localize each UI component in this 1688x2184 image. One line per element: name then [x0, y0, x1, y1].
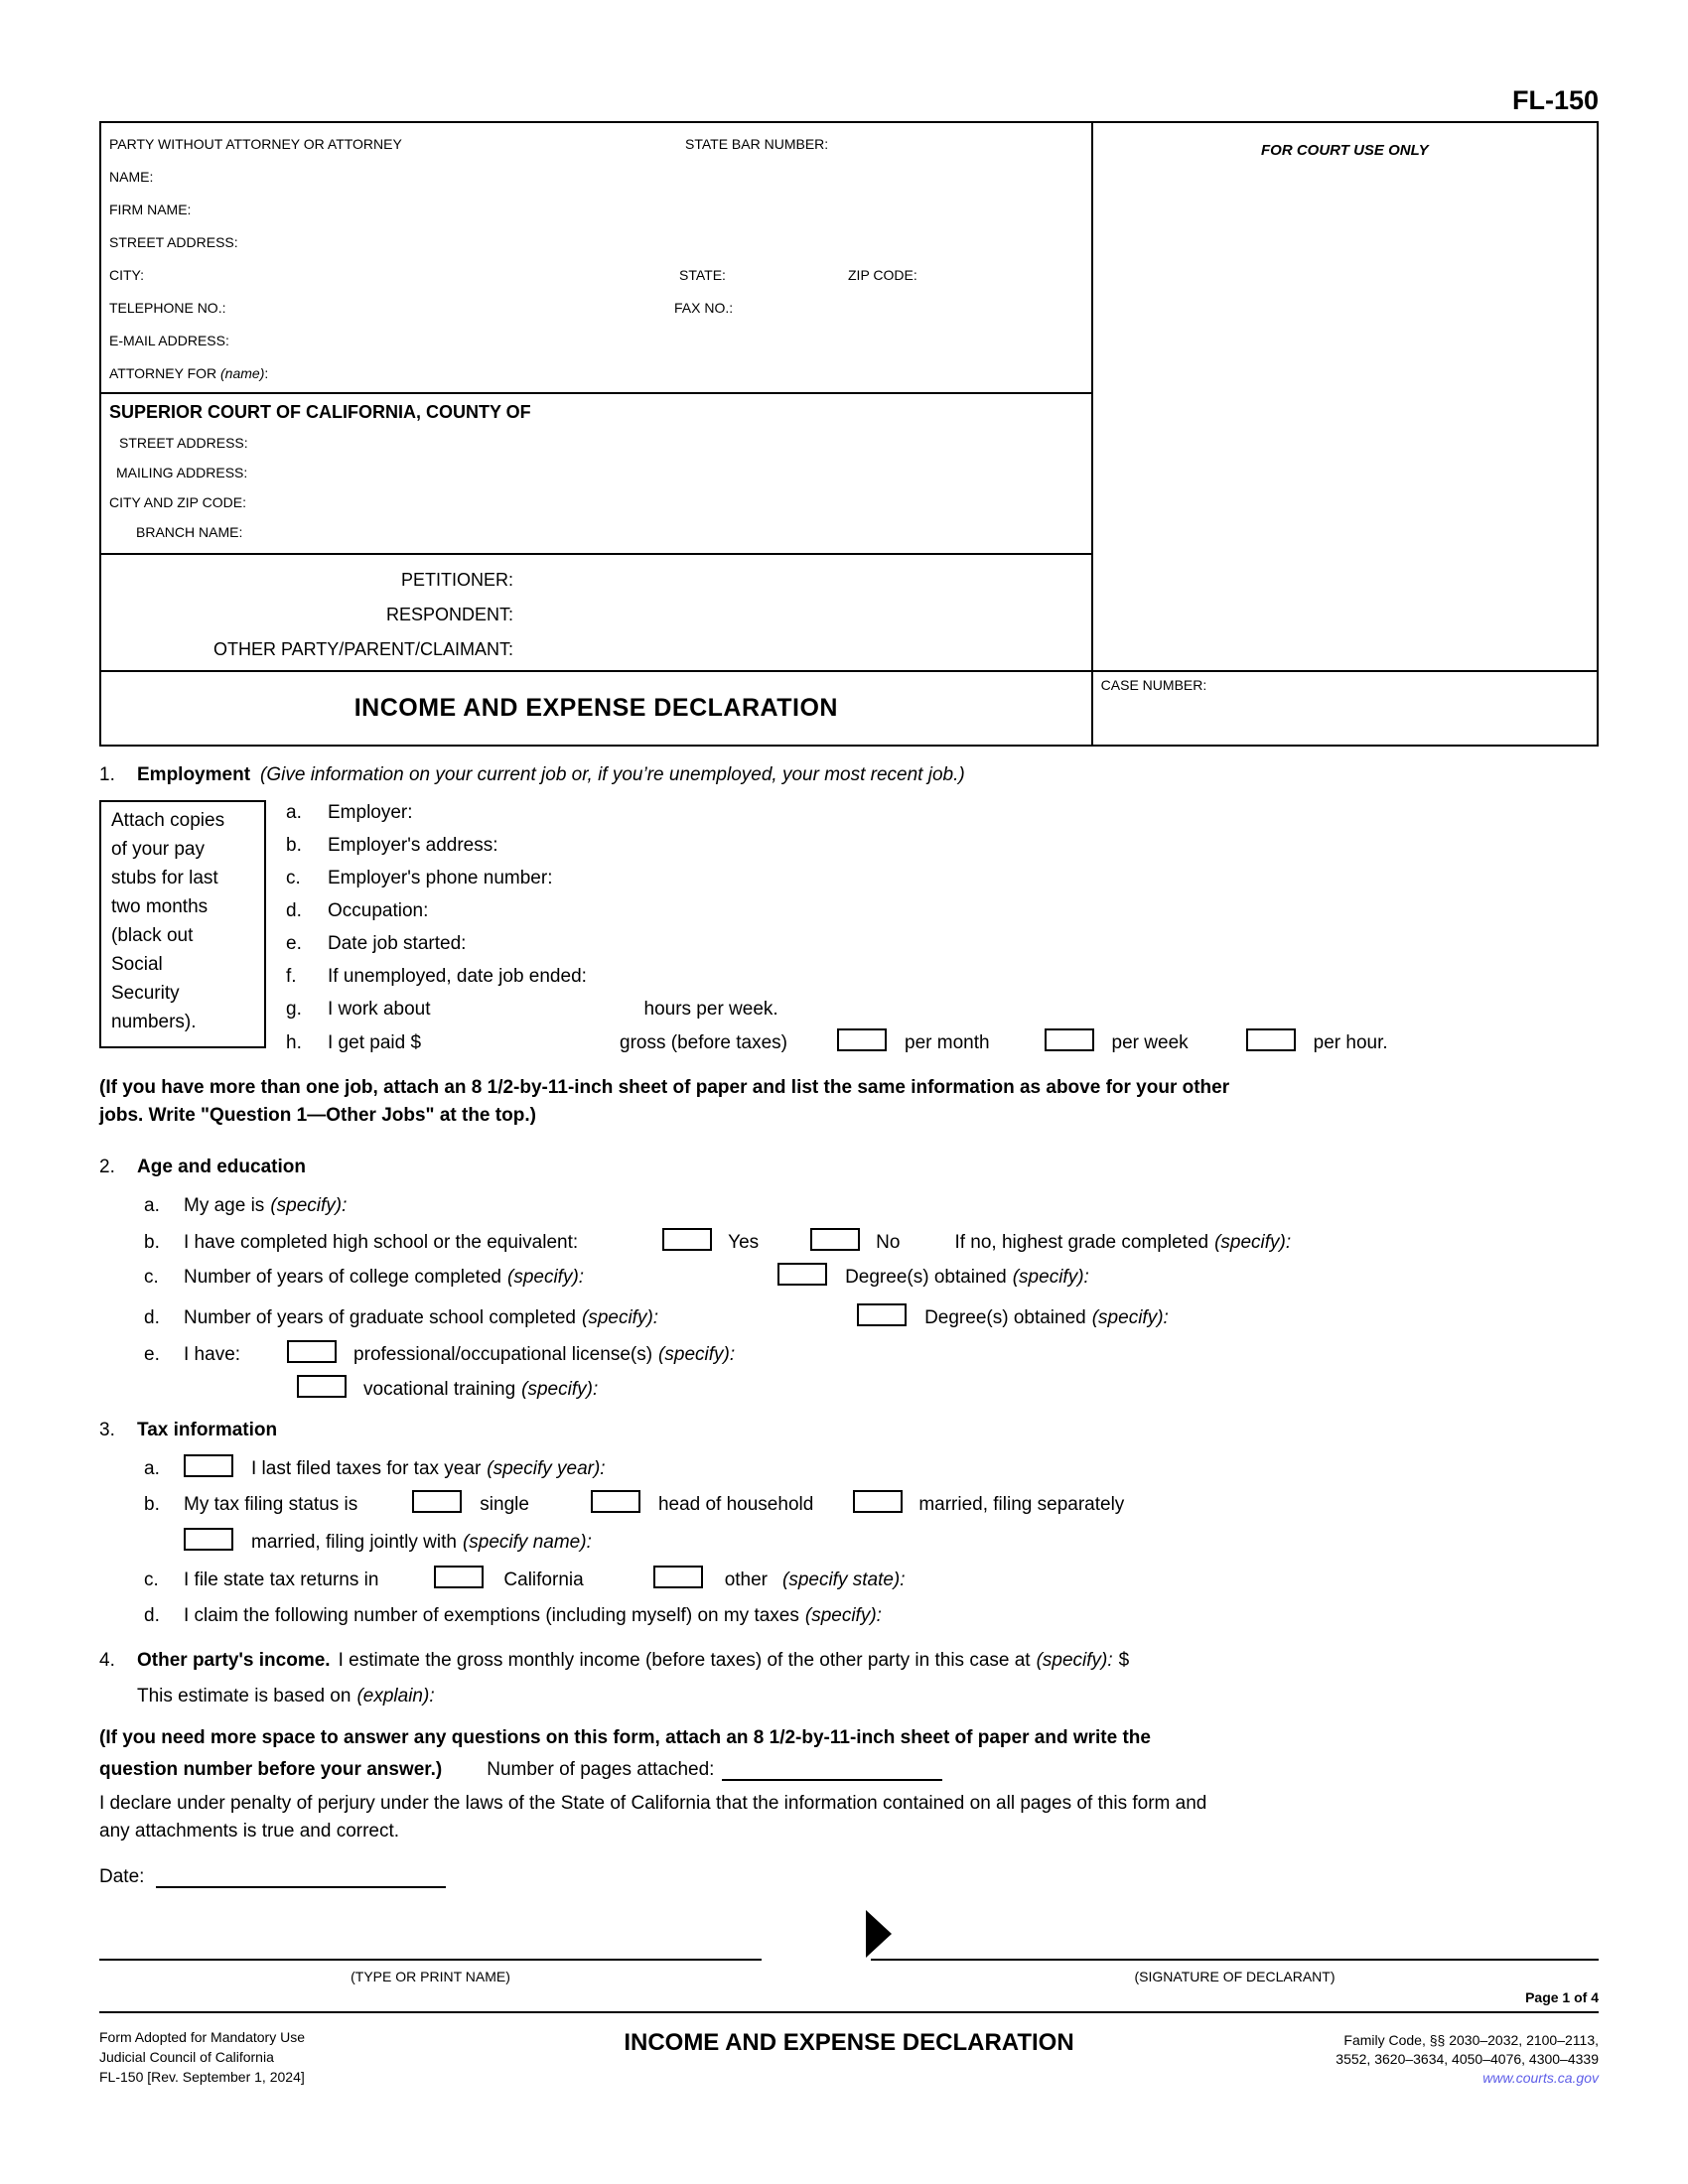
- item-2c: c. Number of years of college completed (specify): Degree(s) obtained (specify):: [144, 1263, 1089, 1291]
- state-label: STATE:: [679, 267, 726, 283]
- more-jobs-note-line1: (If you have more than one job, attach an 8 1/2-by-11-inch sheet of paper and list the same information as above for your other: [99, 1077, 1230, 1098]
- checkbox-college-degree[interactable]: [777, 1263, 827, 1286]
- checkbox-vocational-training[interactable]: [297, 1375, 347, 1398]
- item-3b: b. My tax filing status is single head of household married, filing separately: [144, 1490, 1124, 1518]
- attach-pay-stubs-note: Attach copies of your pay stubs for last two months (black out Social Security numbers).: [99, 800, 266, 1048]
- item-1e: e. Date job started:: [286, 933, 467, 954]
- item-3b-joint: married, filing jointly with (specify name):: [184, 1528, 592, 1556]
- footer-code-block: [1336, 2031, 1599, 2088]
- date-label: Date:: [99, 1866, 145, 1887]
- item-1d: d. Occupation:: [286, 900, 429, 921]
- date-row: [99, 1862, 446, 1890]
- item-1h: h. I get paid $ gross (before taxes) per month per week per hour.: [286, 1028, 1388, 1056]
- declaration-line2: any attachments is true and correct.: [99, 1821, 400, 1842]
- checkbox-highschool-yes[interactable]: [662, 1228, 712, 1251]
- petitioner-label: PETITIONER:: [400, 570, 513, 590]
- name-label: NAME:: [109, 169, 154, 185]
- courts-website-link[interactable]: www.courts.ca.gov: [1482, 2070, 1599, 2086]
- checkbox-highschool-no[interactable]: [810, 1228, 860, 1251]
- item-1b: b. Employer's address:: [286, 835, 498, 856]
- signature-of-declarant-label: (SIGNATURE OF DECLARANT): [1134, 1969, 1336, 1984]
- section-4-estimate: This estimate is based on (explain):: [137, 1686, 435, 1706]
- section-4-heading: 4. Other party's income. I estimate the gross monthly income (before taxes) of the other party in this case at (specify): $: [99, 1650, 1130, 1671]
- section-3-heading: 3. Tax information: [99, 1420, 278, 1440]
- item-2a: a. My age is (specify):: [144, 1195, 348, 1216]
- checkbox-married-separately[interactable]: [853, 1490, 903, 1513]
- checkbox-married-jointly[interactable]: [184, 1528, 233, 1551]
- court-street-label: STREET ADDRESS:: [119, 435, 248, 451]
- court-branch-label: BRANCH NAME:: [136, 524, 243, 540]
- footer-adopted-line3: FL-150 [Rev. September 1, 2024]: [99, 2069, 305, 2085]
- footer-form-title: INCOME AND EXPENSE DECLARATION: [624, 2029, 1074, 2056]
- firm-name-label: FIRM NAME:: [109, 202, 192, 217]
- form-number: FL-150: [1511, 85, 1599, 115]
- street-address-label: STREET ADDRESS:: [109, 234, 238, 250]
- caption-right-column: [1093, 123, 1597, 745]
- respondent-label: RESPONDENT:: [385, 605, 513, 624]
- attorney-block[interactable]: [101, 123, 1091, 392]
- section-2-heading: 2. Age and education: [99, 1157, 306, 1177]
- case-number-label: CASE NUMBER:: [1100, 677, 1207, 693]
- other-party-label: OTHER PARTY/PARENT/CLAIMANT:: [212, 639, 513, 659]
- checkbox-filing-single[interactable]: [412, 1490, 462, 1513]
- party-without-attorney-label: PARTY WITHOUT ATTORNEY OR ATTORNEY: [109, 136, 402, 152]
- item-2e: e. I have: professional/occupational license(s) (specify):: [144, 1340, 735, 1368]
- item-2b: b. I have completed high school or the equivalent: Yes No If no, highest grade completed (specify):: [144, 1228, 1291, 1256]
- checkbox-state-california[interactable]: [434, 1566, 484, 1588]
- email-label: E-MAIL ADDRESS:: [109, 333, 229, 348]
- court-city-zip-label: CITY AND ZIP CODE:: [109, 494, 246, 510]
- superior-court-title: SUPERIOR COURT OF CALIFORNIA, COUNTY OF: [109, 402, 531, 422]
- city-label: CITY:: [109, 267, 145, 283]
- footer-rule: [99, 2011, 1599, 2013]
- signature-line[interactable]: [871, 1959, 1599, 1984]
- checkbox-last-filed-taxes[interactable]: [184, 1454, 233, 1477]
- more-space-note-line2: question number before your answer.) Number of pages attached:: [99, 1755, 942, 1783]
- pages-attached-field[interactable]: [722, 1755, 942, 1781]
- telephone-label: TELEPHONE NO.:: [109, 300, 226, 316]
- item-3d: d. I claim the following number of exemptions (including myself) on my taxes (specify):: [144, 1605, 882, 1626]
- footer-adoption-block: [99, 2027, 305, 2087]
- page-number: Page 1 of 4: [1525, 1989, 1599, 2005]
- form-title: INCOME AND EXPENSE DECLARATION: [101, 670, 1091, 745]
- more-space-note-line1: (If you need more space to answer any questions on this form, attach an 8 1/2-by-11-inch sheet of paper and write the: [99, 1727, 1151, 1748]
- declaration-line1: I declare under penalty of perjury under the laws of the State of California that the information contained on all pages of this form and: [99, 1793, 1207, 1814]
- state-bar-number-label: STATE BAR NUMBER:: [685, 136, 829, 152]
- checkbox-per-week[interactable]: [1045, 1028, 1094, 1051]
- checkbox-professional-license[interactable]: [287, 1340, 337, 1363]
- item-1g: g. I work about hours per week.: [286, 999, 778, 1020]
- court-mailing-label: MAILING ADDRESS:: [116, 465, 248, 480]
- item-1f: f. If unemployed, date job ended:: [286, 966, 587, 987]
- pages-attached-label: Number of pages attached:: [487, 1759, 715, 1780]
- print-name-line[interactable]: [99, 1959, 762, 1984]
- case-number-box[interactable]: [1093, 670, 1597, 745]
- signature-arrow-icon: [866, 1910, 892, 1958]
- footer-adopted-line1: Form Adopted for Mandatory Use: [99, 2029, 305, 2045]
- fax-label: FAX NO.:: [674, 300, 734, 316]
- more-jobs-note-line2: jobs. Write "Question 1—Other Jobs" at the top.): [99, 1105, 536, 1126]
- footer-family-code-line2: 3552, 3620–3634, 4050–4076, 4300–4339: [1336, 2051, 1599, 2067]
- court-block[interactable]: [101, 392, 1091, 553]
- parties-block[interactable]: [101, 553, 1091, 670]
- item-2d: d. Number of years of graduate school completed (specify): Degree(s) obtained (specify):: [144, 1303, 1169, 1331]
- zip-code-label: ZIP CODE:: [848, 267, 917, 283]
- attorney-for-label: ATTORNEY FOR (name):: [109, 365, 269, 381]
- checkbox-per-hour[interactable]: [1246, 1028, 1296, 1051]
- checkbox-per-month[interactable]: [837, 1028, 887, 1051]
- footer-family-code-line1: Family Code, §§ 2030–2032, 2100–2113,: [1343, 2032, 1599, 2048]
- item-3a: a. I last filed taxes for tax year (specify year):: [144, 1454, 606, 1482]
- checkbox-graduate-degree[interactable]: [857, 1303, 907, 1326]
- item-1a: a. Employer:: [286, 802, 413, 823]
- checkbox-head-of-household[interactable]: [591, 1490, 640, 1513]
- item-3c: c. I file state tax returns in California other (specify state):: [144, 1566, 906, 1593]
- item-1c: c. Employer's phone number:: [286, 868, 553, 888]
- date-field[interactable]: [156, 1862, 446, 1888]
- caption-left-column: [101, 123, 1093, 745]
- footer-adopted-line2: Judicial Council of California: [99, 2049, 274, 2065]
- item-2e-vocational: vocational training (specify):: [297, 1375, 598, 1403]
- for-court-use-only-box: FOR COURT USE ONLY: [1261, 142, 1429, 159]
- section-1-heading: 1. Employment (Give information on your current job or, if you’re unemployed, your most recent job.): [99, 764, 965, 785]
- type-or-print-name-label: (TYPE OR PRINT NAME): [351, 1969, 510, 1984]
- checkbox-state-other[interactable]: [653, 1566, 703, 1588]
- caption-table: [99, 121, 1599, 747]
